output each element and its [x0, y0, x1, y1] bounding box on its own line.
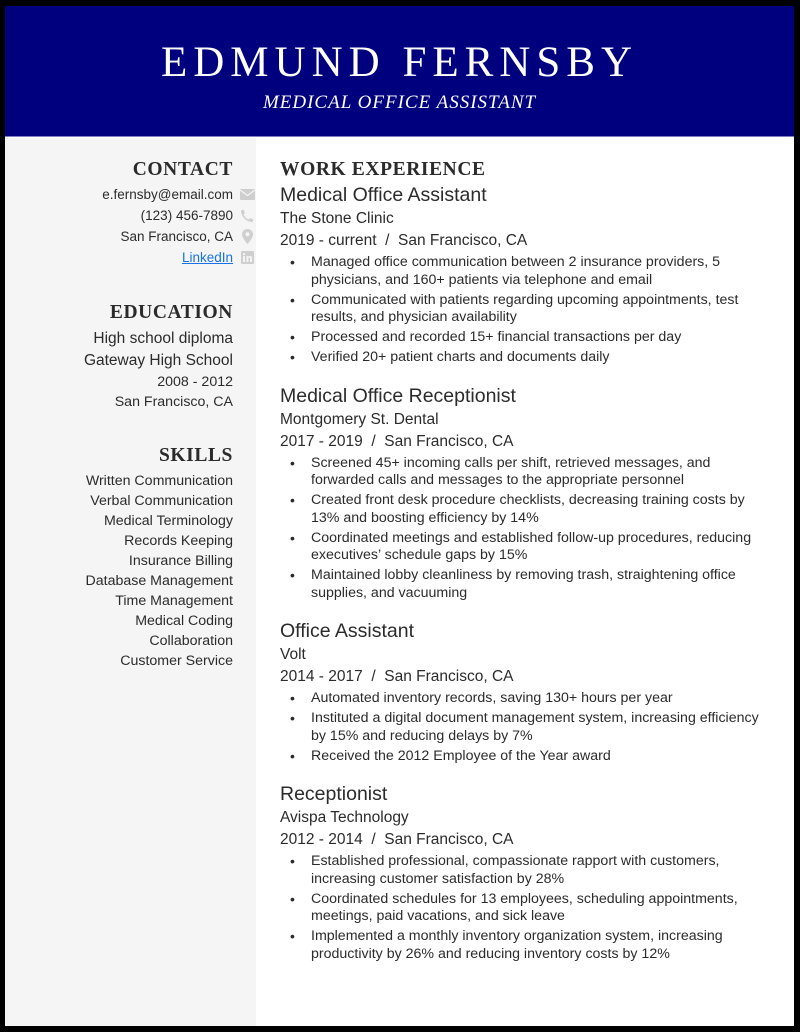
- job-company: The Stone Clinic: [280, 210, 394, 227]
- phone-text: (123) 456-7890: [140, 208, 233, 223]
- job-bullet: • Created front desk procedure checklists, decreasing training costs by 13% and boosting efficiency by 14%: [311, 492, 780, 527]
- job-bullet: • Instituted a digital document management system, increasing efficiency by 15% and reducing delays by 7%: [311, 710, 780, 745]
- phone-icon: [239, 208, 255, 224]
- candidate-title: MEDICAL OFFICE ASSISTANT: [262, 92, 537, 113]
- work-experience-heading: WORK EXPERIENCE: [280, 159, 486, 180]
- job-title: Medical Office Receptionist: [280, 384, 516, 407]
- skill-item: Medical Coding: [135, 613, 233, 629]
- education-degree: High school diploma: [93, 330, 233, 347]
- job-company: Volt: [280, 646, 306, 663]
- skills-section: [5, 445, 233, 671]
- job-dates-location: 2017 - 2019 / San Francisco, CA: [280, 432, 514, 450]
- resume-page: [5, 6, 794, 1026]
- job-bullet: • Received the 2012 Employee of the Year award: [311, 748, 780, 766]
- sidebar: [5, 138, 256, 1026]
- work-experience-section: [280, 138, 780, 979]
- contact-linkedin: [5, 247, 233, 268]
- job-bullet: • Implemented a monthly inventory organization system, increasing productivity by 26% and reducing inventory costs by 12%: [311, 928, 780, 963]
- job-company: Montgomery St. Dental: [280, 410, 439, 428]
- job-bullets: [311, 690, 780, 765]
- envelope-icon: [239, 187, 255, 203]
- contact-email: [5, 184, 233, 205]
- job-company: Avispa Technology: [280, 809, 409, 826]
- skill-item: Collaboration: [149, 633, 233, 649]
- skill-item: Database Management: [85, 573, 233, 589]
- email-text: e.fernsby@email.com: [102, 187, 233, 202]
- skill-item: Time Management: [115, 593, 233, 609]
- job-bullets: [311, 853, 780, 963]
- contact-location: [5, 226, 233, 247]
- job-title: Office Assistant: [280, 620, 415, 642]
- skill-item: Records Keeping: [124, 533, 233, 549]
- job-bullet: • Verified 20+ patient charts and documents daily: [311, 349, 780, 367]
- job-bullets: [311, 455, 780, 603]
- job-dates-location: 2014 - 2017 / San Francisco, CA: [280, 668, 514, 685]
- map-pin-icon: [239, 229, 255, 245]
- job-bullet: • Coordinated schedules for 13 employees, scheduling appointments, meetings, paid vacations, and sick leave: [311, 891, 780, 926]
- education-school: Gateway High School: [83, 352, 233, 369]
- job-title: Medical Office Assistant: [280, 184, 487, 206]
- job-entry: [280, 618, 780, 765]
- education-location: San Francisco, CA: [114, 394, 233, 410]
- job-bullets: [311, 254, 780, 367]
- job-bullet: • Established professional, compassionate rapport with customers, increasing customer satisfaction by 28%: [311, 853, 780, 888]
- job-bullet: • Coordinated meetings and established follow-up procedures, reducing executives’ schedule gaps by 15%: [311, 530, 780, 565]
- contact-heading: CONTACT: [132, 159, 233, 180]
- location-text: San Francisco, CA: [120, 229, 233, 244]
- job-entry: [280, 182, 780, 367]
- education-section: [5, 302, 233, 412]
- skills-heading: SKILLS: [158, 445, 233, 466]
- skill-item: Insurance Billing: [128, 553, 233, 569]
- skill-item: Customer Service: [120, 653, 233, 669]
- skill-item: Written Communication: [85, 473, 233, 489]
- skill-item: Medical Terminology: [103, 513, 233, 529]
- job-bullet: • Managed office communication between 2 insurance providers, 5 physicians, and 160+ patients via telephone and email: [311, 254, 780, 289]
- job-bullet: • Communicated with patients regarding upcoming appointments, test results, and physician availability: [311, 292, 780, 327]
- job-dates-location: 2019 - current / San Francisco, CA: [280, 232, 528, 249]
- job-bullet: • Maintained lobby cleanliness by removing trash, straightening office supplies, and vacuuming: [311, 567, 780, 602]
- linkedin-icon: [239, 250, 255, 266]
- contact-phone: [5, 205, 233, 226]
- education-heading: EDUCATION: [109, 302, 233, 323]
- linkedin-link[interactable]: LinkedIn: [181, 250, 233, 265]
- job-bullet: • Screened 45+ incoming calls per shift, retrieved messages, and forwarded calls and messages to the appropriate personnel: [311, 455, 780, 490]
- job-bullet: • Processed and recorded 15+ financial transactions per day: [311, 329, 780, 347]
- resume-header: [5, 6, 794, 137]
- contact-section: [5, 159, 233, 268]
- job-title: Receptionist: [280, 783, 388, 805]
- job-dates-location: 2012 - 2014 / San Francisco, CA: [280, 831, 514, 848]
- job-entry: [280, 781, 780, 963]
- job-bullet: • Automated inventory records, saving 130+ hours per year: [311, 690, 780, 708]
- skill-item: Verbal Communication: [90, 493, 233, 509]
- job-entry: [280, 383, 780, 603]
- candidate-name: EDMUND FERNSBY: [160, 39, 639, 86]
- education-years: 2008 - 2012: [157, 374, 233, 390]
